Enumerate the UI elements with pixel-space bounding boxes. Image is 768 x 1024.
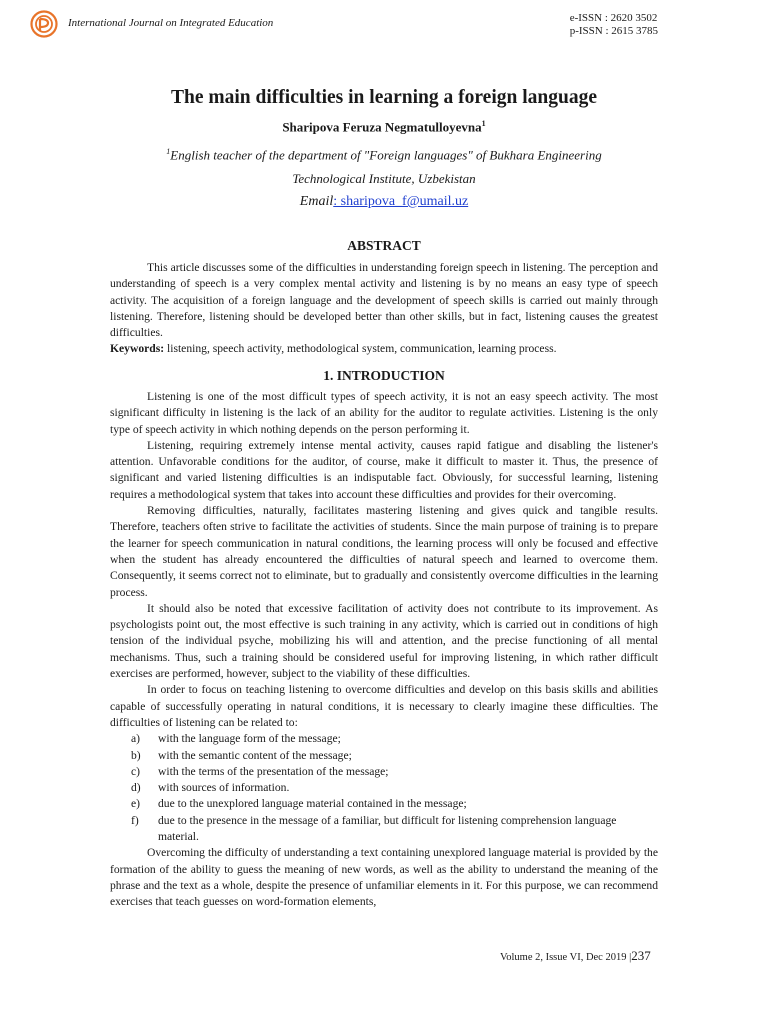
list-item bbox=[110, 796, 658, 812]
paragraph: In order to focus on teaching listening to overcome difficulties and develop on this basis skills and abilities capable of successfully operating in natural conditions, it is necessary to clearly imagine these difficulties. The difficulties of listening can be related to: bbox=[110, 683, 658, 729]
introduction-body bbox=[110, 389, 658, 911]
abstract-body bbox=[110, 260, 658, 358]
pissn: p-ISSN : 2615 3785 bbox=[569, 25, 658, 37]
issn-block bbox=[570, 12, 658, 38]
keywords-line bbox=[110, 341, 658, 357]
abstract-heading: ABSTRACT bbox=[347, 238, 421, 253]
list-marker: d) bbox=[131, 781, 141, 795]
abstract-text: This article discusses some of the difficulties in understanding foreign speech in listening. The perception and understanding of speech is a very complex mental activity and listening is by no means an easy type of speech activity. The acquisition of a foreign language and the development of speech skills is carried out mainly through listening. Therefore, listening should be developed better than other skills, but in fact, listening causes the greatest difficulties. bbox=[110, 261, 658, 340]
list-marker: b) bbox=[131, 748, 141, 762]
email-link[interactable]: : sharipova_f@umail.uz bbox=[333, 194, 469, 209]
paragraph: Listening is one of the most difficult types of speech activity, it is not an easy speech activity. The most significant difficulty in listening is the lack of an ability for the auditor to regulate activities. Listening is the only type of speech activity in which nothing depends on the person performing it. bbox=[110, 390, 658, 436]
author-name bbox=[0, 119, 768, 135]
list-marker: a) bbox=[131, 732, 141, 746]
paragraph: Removing difficulties, naturally, facilitates mastering listening and gives quick and tangible results. Therefore, teachers often strive to facilitate the activities of students. Since the main purpose of training is to prepare the learner for speech communication in natural conditions, the learning process will only be focused and effective when the student has already encountered the difficulties of natural speech and learned to overcome them. Consequently, it seems correct not to eliminate, but to gradually and consistently overcome difficulties in the learning process. bbox=[110, 504, 658, 599]
affiliation-text-1: English teacher of the department of "Foreign languages" of Bukhara Engineering bbox=[170, 147, 602, 163]
journal-logo-icon bbox=[30, 10, 58, 38]
journal-name: International Journal on Integrated Education bbox=[68, 17, 274, 29]
paper-title: The main difficulties in learning a foreign language bbox=[171, 87, 597, 108]
author-text: Sharipova Feruza Negmatulloyevna bbox=[282, 119, 482, 135]
list-item bbox=[110, 780, 658, 796]
list-marker: c) bbox=[131, 764, 141, 778]
list-text: due to the presence in the message of a familiar, but difficult for listening comprehension language material. bbox=[158, 813, 617, 844]
page-number: 237 bbox=[631, 948, 651, 963]
paragraph: Overcoming the difficulty of understanding a text containing unexplored language material is provided by the formation of the ability to guess the meaning of new words, as well as the ability to understand the meaning of the phrase and the text as a whole, despite the presence of unfamiliar elements in it. For this purpose, we can recommend exercises that teach guesses on word-formation elements, bbox=[110, 846, 658, 909]
list-text: with the language form of the message; bbox=[158, 732, 341, 746]
affiliation-sup: 1 bbox=[166, 147, 171, 156]
list-marker: f) bbox=[131, 813, 139, 827]
keywords-text: listening, speech activity, methodological system, communication, learning process. bbox=[164, 342, 557, 356]
keywords-label: Keywords: bbox=[110, 342, 165, 356]
list-text: with the semantic content of the message; bbox=[158, 748, 352, 762]
list-text: due to the unexplored language material contained in the message; bbox=[158, 797, 467, 811]
list-item bbox=[110, 764, 658, 780]
difficulty-list bbox=[110, 731, 658, 845]
affiliation-line-1 bbox=[0, 147, 768, 163]
email-line bbox=[0, 194, 768, 210]
list-text: with sources of information. bbox=[158, 781, 290, 795]
paragraph: It should also be noted that excessive facilitation of activity does not contribute to its improvement. As psychologists point out, the most effective is such training in any activity, which is carried out in conditions of high tension of the individual psyche, mobilizing his will and attention, and the precise functioning of all mental mechanisms. Thus, such a training should be considered useful for improving listening, in which rather difficult exercises are performed, however, subject to the viability of these difficulties. bbox=[110, 601, 658, 681]
list-item bbox=[110, 731, 658, 747]
list-item bbox=[110, 813, 658, 846]
eissn: e-ISSN : 2620 3502 bbox=[569, 12, 658, 24]
list-text: with the terms of the presentation of the message; bbox=[158, 764, 389, 778]
author-sup: 1 bbox=[481, 119, 486, 128]
affiliation-line-2: Technological Institute, Uzbekistan bbox=[292, 171, 476, 186]
page-header bbox=[0, 0, 768, 60]
list-item bbox=[110, 748, 658, 764]
volume-info: Volume 2, Issue VI, Dec 2019 | bbox=[500, 952, 632, 963]
paragraph: Listening, requiring extremely intense mental activity, causes rapid fatigue and disabling the listener's attention. Unfavorable conditions for the auditor, of course, make it difficult to master it. Thus, the presence of significant and varied listening difficulties is an indisputable fact. Obviously, for successful learning, listening requires a methodological system that takes into account these difficulties and provides for their overcoming. bbox=[110, 438, 658, 501]
page-footer bbox=[500, 948, 651, 964]
introduction-heading: 1. INTRODUCTION bbox=[323, 368, 445, 383]
email-label: Email bbox=[299, 194, 334, 209]
list-marker: e) bbox=[131, 797, 141, 811]
